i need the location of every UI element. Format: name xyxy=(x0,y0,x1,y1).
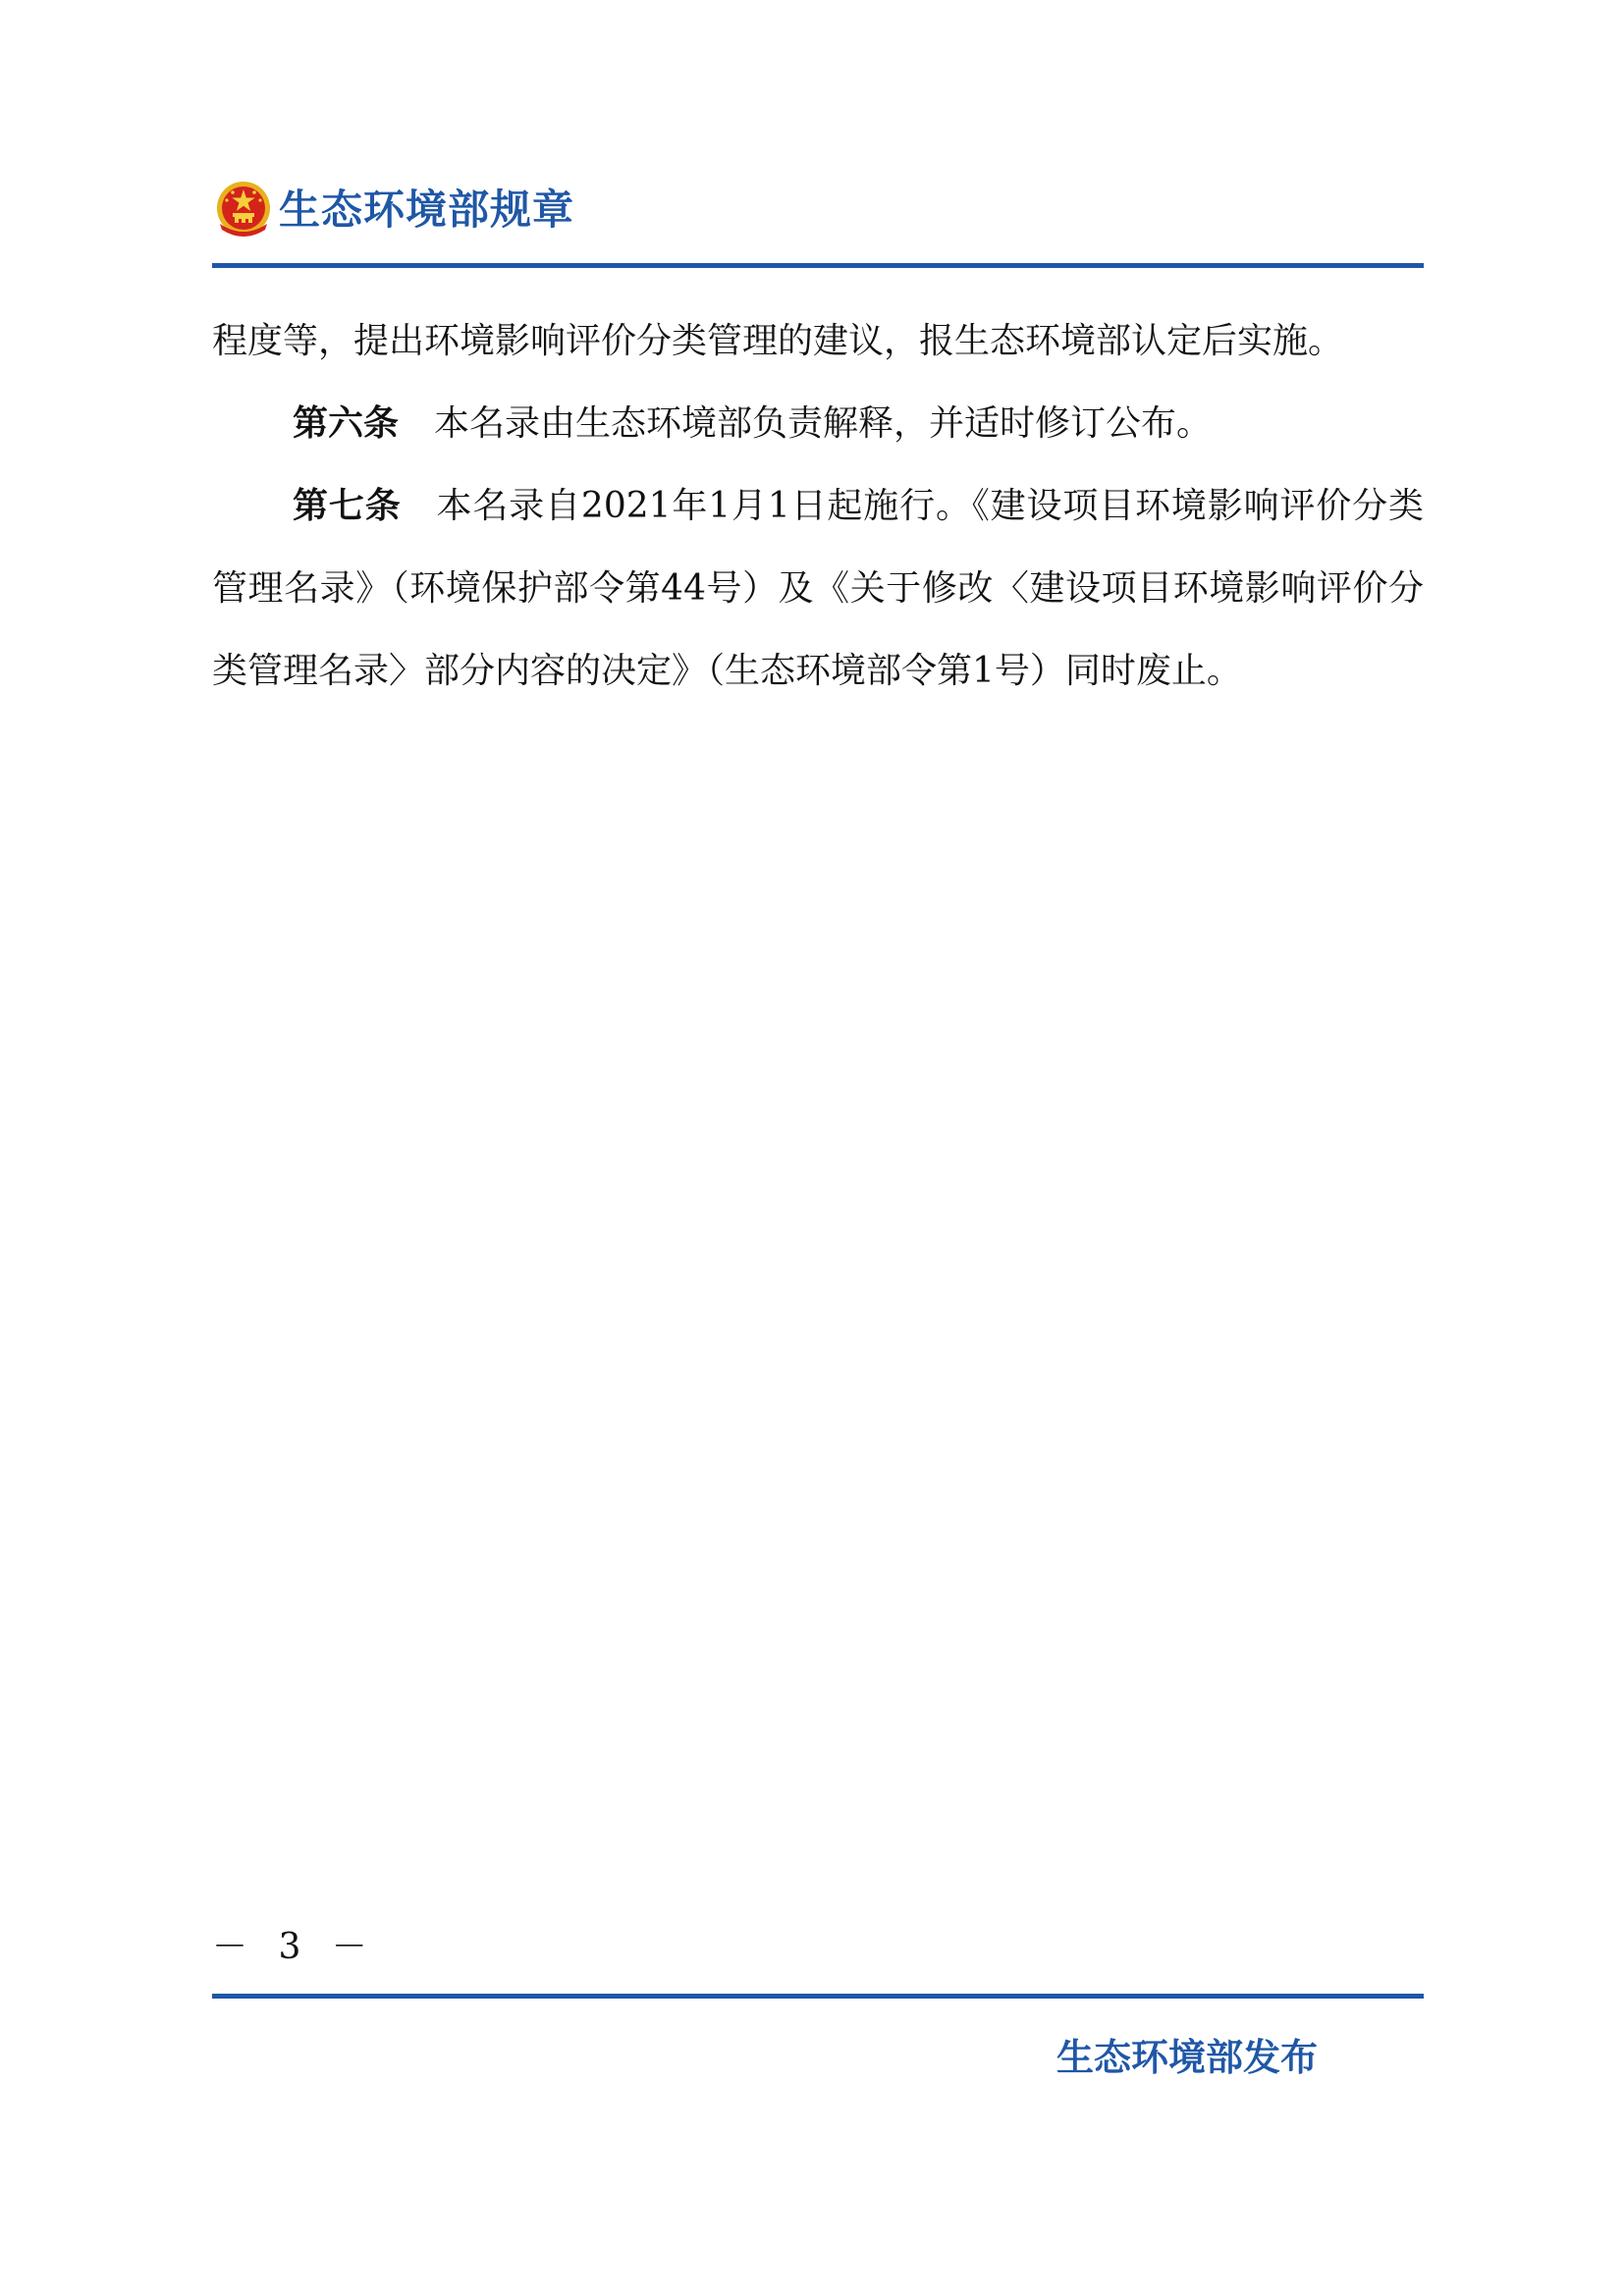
page-number: － 3 － xyxy=(212,1927,377,1967)
document-body xyxy=(212,300,1424,713)
article-6-paragraph xyxy=(212,383,1424,465)
article-6-text: 本名录由生态环境部负责解释，并适时修订公布。 xyxy=(434,403,1213,444)
article-6-label: 第六条 xyxy=(293,403,400,444)
header-title: 生态环境部规章 xyxy=(279,186,575,234)
national-emblem-icon xyxy=(212,179,275,243)
article-7-label: 第七条 xyxy=(293,486,402,526)
footer-divider xyxy=(212,1994,1424,1999)
header-divider xyxy=(212,263,1424,268)
article-7-paragraph xyxy=(212,465,1424,713)
continuation-paragraph: 程度等，提出环境影响评价分类管理的建议，报生态环境部认定后实施。 xyxy=(212,321,1344,361)
footer-publisher: 生态环境部发布 xyxy=(1056,2036,1319,2079)
article-7-text: 本名录自2021年1月1日起施行。《建设项目环境影响评价分类管理名录》（环境保护部令第44号）及《关于修改〈建设项目环境影响评价分类管理名录〉部分内容的决定》（生态环境部令第1号）同时废止。 xyxy=(212,486,1424,691)
page-header xyxy=(212,175,1424,269)
